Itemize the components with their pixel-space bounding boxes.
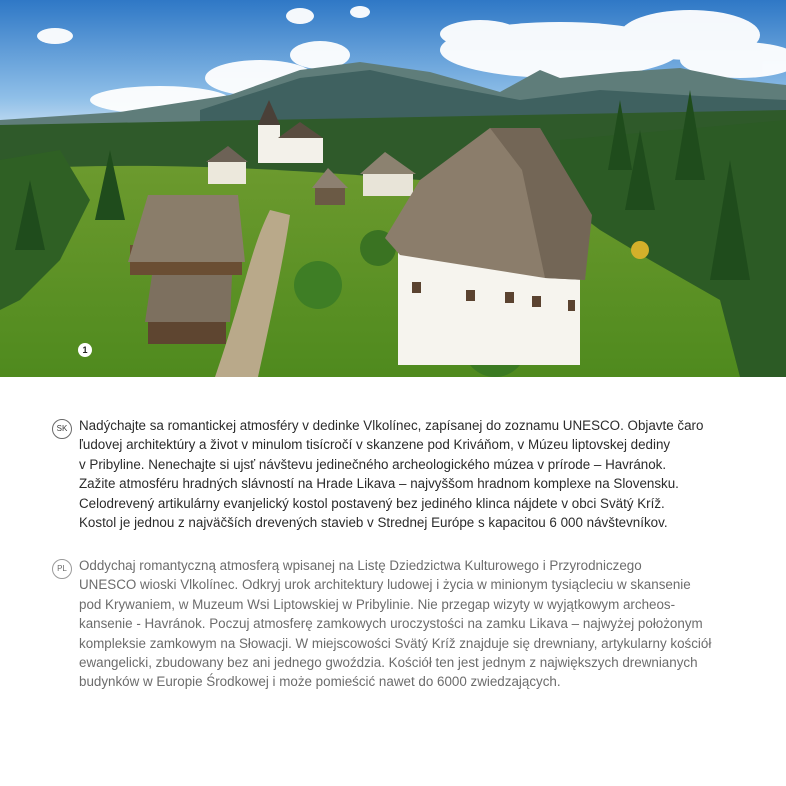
section-text-pl: Oddychaj romantyczną atmosferą wpisanej na Listę Dziedzictwa Kulturowego i Przyrodniczego UNESCO wioski Vlkolínec. Odkryj urok architektury ludowej i życia w minionym tysiącleciu w skansenie pod Krywaniem, w Muzeum Wsi Liptowskiej w Pribylinie. Nie przegap wizyty w wyjątkowym archeos- kansenie - Havránok. Poczuj atmosferę zamkowych uroczystości na zamku Likava – najwyżej położonym kompleksie zamkowym na Słowacji. W miejscowości Svätý Kríž znajduje się drewniany, artykularny kościół ewangelicki, zbudowany bez ani jednego gwoździa. Kościół ten jest jednym z największych drewnianych budynków w Europie Środkowej i może pomieścić nawet do 6000 zwiedzających. xyxy=(79,558,712,690)
section-pl xyxy=(52,556,732,692)
section-text-sk: Nadýchajte sa romantickej atmosféry v dedinke Vlkolínec, zapísanej do zoznamu UNESCO. Objavte čaro ľudovej architektúry a život v minulom tisícročí v skanzene pod Kriváňom, v Múzeu liptovskej dediny v Pribyline. Nenechajte si ujsť návštevu jedinečného archeologického múzea v prírode – Havránok. Zažite atmosféru hradných slávností na Hrade Likava – najvyššom hradnom komplexe na Slovensku. Celodrevený artikulárny evanjelický kostol postavený bez jediného klinca nájdete v obci Svätý Kríž. Kostol je jednou z najväčších drevených stavieb v Strednej Európe s kapacitou 6 000 návštevníkov. xyxy=(79,418,704,531)
section-sk xyxy=(52,416,732,532)
language-badge-pl: PL xyxy=(52,559,72,579)
photo-number-badge: 1 xyxy=(78,343,92,357)
village-photo xyxy=(0,0,786,377)
village-landscape-illustration xyxy=(0,0,786,377)
language-badge-sk: SK xyxy=(52,419,72,439)
